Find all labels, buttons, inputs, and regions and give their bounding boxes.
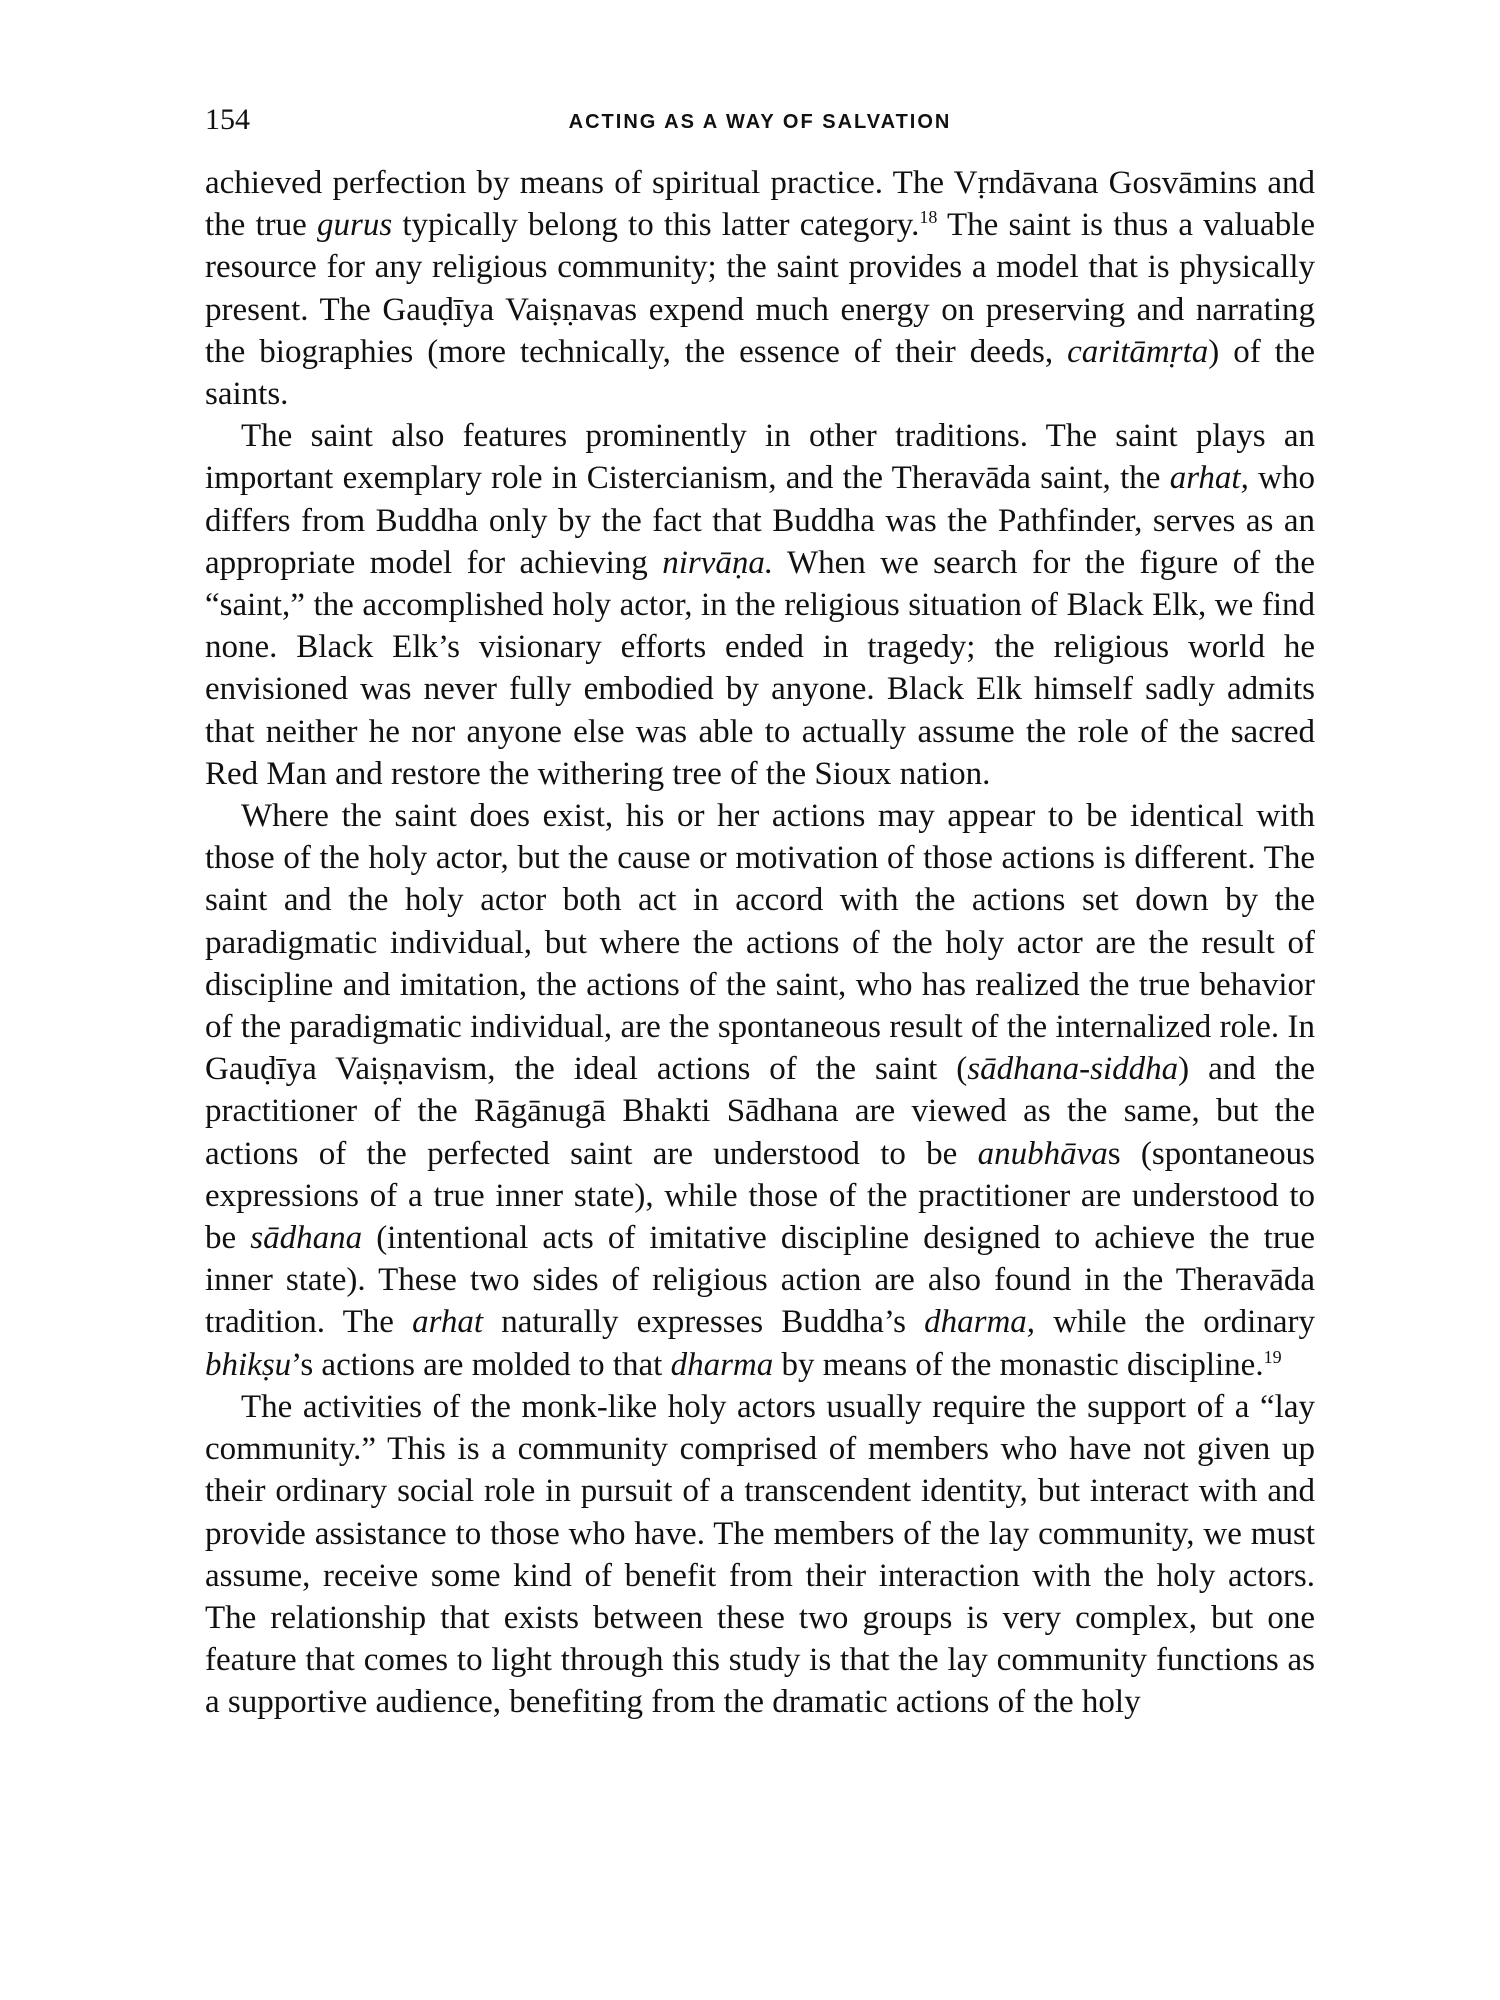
text-run: ) of the saints. <box>205 333 1315 413</box>
text-run: The saint also features prominently in other traditions. The saint plays an important exemplary role in Cistercianism, and the Theravāda saint, the <box>205 418 1315 497</box>
running-title: ACTING AS A WAY OF SALVATION <box>568 111 952 133</box>
text-run: typically belong to this latter category. <box>392 207 920 244</box>
text-run: (intentional acts of imitative discipline designed to achieve the true inner state). These two sides of religious action are also found in the Theravāda tradition. The <box>205 1220 1315 1341</box>
text-run: s (spontaneous expressions of a true inner state), while those of the practitioner are understood to be <box>205 1135 1315 1257</box>
paragraph <box>205 795 1315 1386</box>
italic-term: sādhana <box>250 1220 363 1257</box>
text-run: achieved perfection by means of spiritual practice. The Vṛndāvana Gosvāmins and the true <box>205 165 1315 244</box>
paragraph <box>205 162 1315 415</box>
body-text <box>205 162 1315 1724</box>
text-run: ’s actions are molded to that <box>291 1346 671 1383</box>
italic-term: dharma, <box>924 1304 1036 1341</box>
paragraph <box>205 415 1315 795</box>
italic-term: arhat, <box>1169 460 1249 497</box>
italic-term: nirvāṇa. <box>662 544 774 581</box>
italic-term: caritāmṛta <box>1067 333 1209 370</box>
italic-term: anubhāva <box>977 1135 1108 1172</box>
italic-term: bhikṣu <box>205 1346 292 1383</box>
text-run: When we search for the figure of the “saint,” the accomplished holy actor, in the religious situation of Black Elk, we find none. Black Elk’s visionary efforts ended in tragedy; the religious world he envisioned was never fully embodied by anyone. Black Elk himself sadly admits that neither he nor anyone else was able to actually assume the role of the sacred Red Man and restore the withering tree of the Sioux nation. <box>205 544 1316 792</box>
italic-term: arhat <box>412 1304 484 1341</box>
text-run: while the ordinary <box>1035 1304 1315 1341</box>
italic-term: dharma <box>670 1346 774 1383</box>
text-run: The saint is thus a valuable resource for any religious community; the saint provides a model that is physically present. The Gauḍīya Vaiṣṇavas expend much energy on preserving and narrating the biographies (more technically, the essence of their deeds, <box>205 207 1316 370</box>
text-run: The activities of the monk-like holy actors usually require the support of a “lay community.” This is a community comprised of members who have not given up their ordinary social role in pursuit of a transcendent identity, but interact with and provide assistance to those who have. The members of the lay community, we must assume, receive some kind of benefit from their interaction with the holy actors. The relationship that exists between these two groups is very complex, but one feature that comes to light through this study is that the lay community functions as a supportive audience, benefiting from the dramatic actions of the holy <box>205 1388 1315 1721</box>
italic-term: gurus <box>317 207 393 244</box>
text-run: Where the saint does exist, his or her actions may appear to be identical with those of the holy actor, but the cause or motivation of those actions is different. The saint and the holy actor both act in accord with the actions set down by the paradigmatic individual, but where the actions of the holy actor are the result of discipline and imitation, the actions of the saint, who has realized the true behavior of the paradigmatic individual, are the spontaneous result of the internalized role. In Gauḍīya Vaiṣṇavism, the ideal actions of the saint ( <box>205 798 1315 1088</box>
text-run: by means of the monastic discipline. <box>773 1346 1264 1383</box>
footnote-marker: 18 <box>919 207 938 228</box>
paragraph <box>205 1386 1315 1724</box>
text-run: naturally expresses Buddha’s <box>483 1304 925 1341</box>
text-run: who differs from Buddha only by the fact that Buddha was the Pathfinder, serves as an appropriate model for achieving <box>205 460 1315 581</box>
italic-term: sādhana-siddha <box>967 1051 1179 1088</box>
text-run: ) and the practitioner of the Rāgānugā Bhakti Sādhana are viewed as the same, but the actions of the perfected saint are understood to be <box>205 1051 1316 1172</box>
running-head <box>205 100 1315 140</box>
footnote-marker: 19 <box>1263 1346 1282 1367</box>
page-number: 154 <box>205 103 250 136</box>
